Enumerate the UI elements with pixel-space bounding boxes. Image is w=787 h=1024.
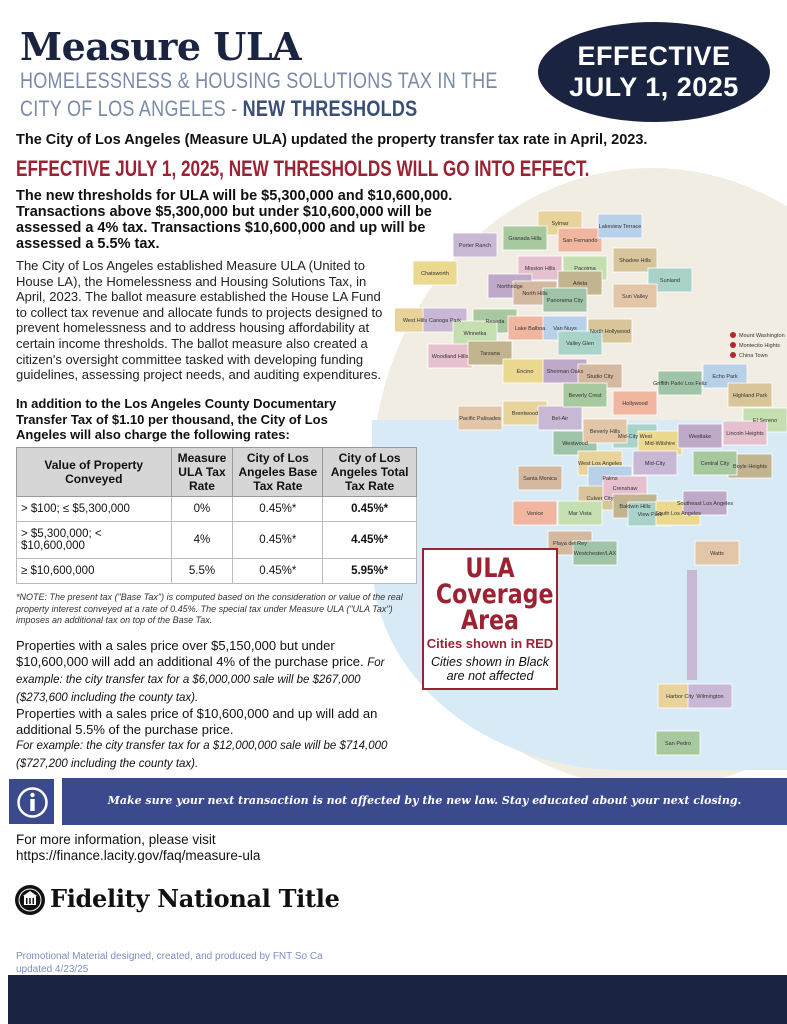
map-neighborhood-label: Sun Valley — [622, 294, 648, 300]
map-neighborhood-label: Mid-City — [644, 461, 666, 467]
map-neighborhood-label: Harbor City — [666, 694, 694, 700]
tax-rate-table — [16, 447, 417, 584]
map-neighborhood-label: Tarzana — [480, 351, 500, 357]
map-neighborhood-label: Southeast Los Angeles — [676, 501, 734, 507]
subtitle-prefix: CITY OF LOS ANGELES - — [20, 96, 243, 121]
map-neighborhood-label: Pacific Palisades — [459, 416, 501, 422]
fidelity-seal-icon — [14, 884, 46, 916]
thresholds-text: The new thresholds for ULA will be $5,300,000 and $10,600,000. Transactions above $5,300,000 but under $10,600,000 will be assessed a 4% tax. Transactions $10,600,000 and up will be assessed a 5.5% tax. — [16, 188, 453, 252]
map-neighborhood-label: Brentwood — [511, 411, 539, 417]
subtitle-line2 — [20, 96, 417, 122]
promo-note — [16, 950, 323, 976]
coverage-title — [435, 553, 554, 636]
coverage-title-line3: Area — [460, 605, 520, 636]
table-cell: 0.45%* — [233, 559, 323, 584]
map-neighborhood-label: Echo Park — [712, 374, 738, 380]
table-cell: ≥ $10,600,000 — [17, 559, 172, 584]
map-neighborhood-label: Pacoima — [574, 266, 596, 272]
map-neighborhood-label: West Los Angeles — [578, 461, 622, 467]
map-neighborhood-label: Van Nuys — [553, 326, 577, 332]
effective-statement: EFFECTIVE JULY 1, 2025, NEW THRESHOLDS WILL GO INTO EFFECT. — [16, 156, 590, 181]
map-neighborhood-label: Canoga Park — [428, 318, 462, 324]
map-neighborhood-label: Mid-City West — [617, 434, 653, 440]
badge-line1: EFFECTIVE — [577, 41, 731, 71]
map-neighborhood-label: Beverly Crest — [568, 393, 602, 399]
coverage-title-line1: ULA — [465, 553, 515, 584]
map-neighborhood-label: Sunland — [659, 278, 681, 284]
map-neighborhood-label: South Los Angeles — [655, 511, 701, 517]
table-cell: 5.5% — [171, 559, 233, 584]
map-neighborhood-label: View Park — [637, 512, 663, 518]
map-legend — [730, 332, 785, 359]
map-neighborhood-label: Reseda — [485, 319, 505, 325]
map-neighborhood-label: Valley Glen — [566, 341, 594, 347]
table-row — [17, 559, 417, 584]
map-neighborhood-label: Venice — [526, 511, 544, 517]
map-neighborhood-label: Mid-Wilshire — [644, 441, 676, 447]
map-neighborhood-label: Encino — [516, 369, 534, 375]
table-cell: 0.45%* — [323, 497, 417, 522]
table-header: City of Los Angeles Total Tax Rate — [323, 448, 417, 497]
map-neighborhood-label: Wilmington — [696, 694, 724, 700]
map-neighborhood-label: Lakeview Terrace — [598, 224, 642, 230]
promo-line1: Promotional Material designed, created, and produced by FNT So Ca — [16, 951, 323, 962]
map-neighborhood-label: North Hills — [522, 291, 548, 297]
updated-statement: The City of Los Angeles (Measure ULA) updated the property transfer tax rate in April, 2023. — [16, 132, 648, 148]
example-1-main: Properties with a sales price over $5,150,000 but under $10,600,000 will add an additional 4% of the purchase price. — [16, 638, 364, 669]
map-neighborhood-label: Hollywood — [622, 401, 648, 407]
legend-item: Montecito Hights — [739, 343, 780, 349]
table-cell: 0% — [171, 497, 233, 522]
harbor-gateway-strip — [687, 570, 697, 680]
map-neighborhood-label: Playa del Rey — [553, 541, 587, 547]
footer-bar — [8, 975, 787, 1024]
example-2-detail: For example: the city transfer tax for a $12,000,000 sale will be $714,000 ($727,200 including the county tax). — [16, 740, 388, 770]
promo-line2: updated 4/23/25 — [16, 964, 89, 975]
table-header: City of Los Angeles Base Tax Rate — [233, 448, 323, 497]
intro-text: The City of Los Angeles established Measure ULA (United to House LA), the Homelessness and Housing Solutions Tax, in April, 2023. The ballot measure established the House LA Fund to collect tax revenue and allocate funds to projects designed to prevent homelessness and to address housing affordability at certain income thresholds. The ballot measure also created a citizen's oversight committee tasked with developing funding guidelines, assessing project needs, and auditing expenditures. — [16, 258, 383, 383]
map-neighborhood-label: Shadow Hills — [619, 258, 651, 264]
map-neighborhood-label: Lincoln Heights — [726, 431, 764, 437]
map-neighborhood-label: Culver City — [586, 496, 614, 502]
more-info — [16, 832, 260, 864]
banner-text: Make sure your next transaction is not affected by the new law. Stay educated about your next closing. — [107, 794, 742, 807]
map-neighborhood-label: Winnetka — [463, 331, 487, 337]
subtitle-emphasis: NEW THRESHOLDS — [242, 96, 418, 121]
map-neighborhood-label: Watts — [710, 551, 724, 557]
table-cell: 0.45%* — [233, 522, 323, 559]
map-neighborhood-label: Westchester/LAX — [573, 551, 617, 557]
map-neighborhood-label: Highland Park — [732, 393, 768, 399]
map-neighborhood-label: Granada Hills — [508, 236, 542, 242]
more-info-url[interactable]: https://finance.lacity.gov/faq/measure-ula — [16, 848, 261, 863]
table-row — [17, 522, 417, 559]
map-neighborhood-label: El Sereno — [752, 418, 778, 424]
table-header: Value of Property Conveyed — [17, 448, 172, 497]
map-neighborhood-label: Beverly Hills — [589, 429, 621, 435]
effective-date-badge — [538, 22, 770, 122]
badge-line2: JULY 1, 2025 — [569, 72, 739, 102]
map-neighborhood-label: Westwood — [562, 441, 588, 447]
more-info-label: For more information, please visit — [16, 832, 216, 847]
company-name: Fidelity National Title — [50, 884, 340, 913]
map-neighborhood-label: Santa Monica — [523, 476, 557, 482]
map-neighborhood-label: Arleta — [572, 281, 588, 287]
table-header-row — [17, 448, 417, 497]
map-neighborhood-label: Palms — [602, 476, 618, 482]
table-header: Measure ULA Tax Rate — [171, 448, 233, 497]
table-row — [17, 497, 417, 522]
county-tax-text: In addition to the Los Angeles County Documentary Transfer Tax of $1.10 per thousand, the City of Los Angeles will also charge the following rates: — [16, 396, 337, 443]
map-neighborhood-label: Westlake — [688, 434, 712, 440]
coverage-title-line2: Coverage — [435, 579, 554, 610]
map-neighborhood-label: Bel-Air — [551, 416, 569, 422]
map-neighborhood-label: Boyle Heights — [733, 464, 767, 470]
legend-item: China Town — [739, 353, 768, 359]
coverage-black-note: Cities shown in Black are not affected — [430, 655, 550, 683]
map-neighborhood-label: San Fernando — [562, 238, 598, 244]
coverage-area-box — [422, 548, 558, 690]
table-cell: > $100; ≤ $5,300,000 — [17, 497, 172, 522]
example-2-main: Properties with a sales price of $10,600,000 and up will add an additional 5.5% of the purchase price. — [16, 706, 378, 737]
map-neighborhood-label: Crenshaw — [612, 486, 638, 492]
example-paragraph-1 — [16, 638, 406, 706]
map-neighborhood-label: Chatsworth — [421, 271, 449, 277]
map-neighborhood-label: Sherman Oaks — [546, 369, 584, 375]
map-neighborhood-label: Central City — [700, 461, 730, 467]
table-cell: 5.95%* — [323, 559, 417, 584]
map-neighborhood-label: Mission Hills — [524, 266, 556, 272]
map-neighborhood-label: Baldwin Hills — [619, 504, 651, 510]
tax-note: *NOTE: The present tax ("Base Tax") is computed based on the consideration or value of the real property interest conveyed at a rate of 0.45%. The special tax under Measure ULA ("ULA Tax") imposes an additional tax on top of the Base Tax. — [16, 592, 403, 625]
map-neighborhood-label: Porter Ranch — [458, 243, 492, 249]
example-paragraph-2 — [16, 706, 406, 772]
table-cell: 4% — [171, 522, 233, 559]
map-neighborhood-label: Panorama City — [546, 298, 584, 304]
subtitle-line1: HOMELESSNESS & HOUSING SOLUTIONS TAX IN THE — [20, 68, 498, 93]
map-neighborhood-label: San Pedro — [665, 741, 691, 747]
coverage-red-note: Cities shown in RED — [426, 636, 554, 651]
map-neighborhood-label: Mar Vista — [568, 511, 592, 517]
map-neighborhood-label: Griffith Park/ Los Feliz — [653, 381, 707, 387]
table-cell: > $5,300,000; < $10,600,000 — [17, 522, 172, 559]
example-1-detail: For example: the city transfer tax for a $6,000,000 sale will be $267,000 ($273,600 including the county tax). — [16, 656, 385, 704]
map-neighborhood-label: West Hills — [402, 318, 428, 324]
map-neighborhood-label: Sylmar — [551, 221, 569, 227]
map-neighborhood-label: Northridge — [497, 284, 523, 290]
map-neighborhood-label: Lake Balboa — [514, 326, 546, 332]
map-neighborhood-label: North Hollywood — [589, 329, 631, 335]
table-cell: 4.45%* — [323, 522, 417, 559]
legend-item: Mount Washington — [739, 333, 785, 339]
info-icon — [8, 778, 55, 825]
map-neighborhood-label: Woodland Hills — [431, 354, 469, 360]
map-neighborhood-label: Studio City — [586, 374, 614, 380]
page-title: Measure ULA — [20, 24, 302, 69]
table-cell: 0.45%* — [233, 497, 323, 522]
